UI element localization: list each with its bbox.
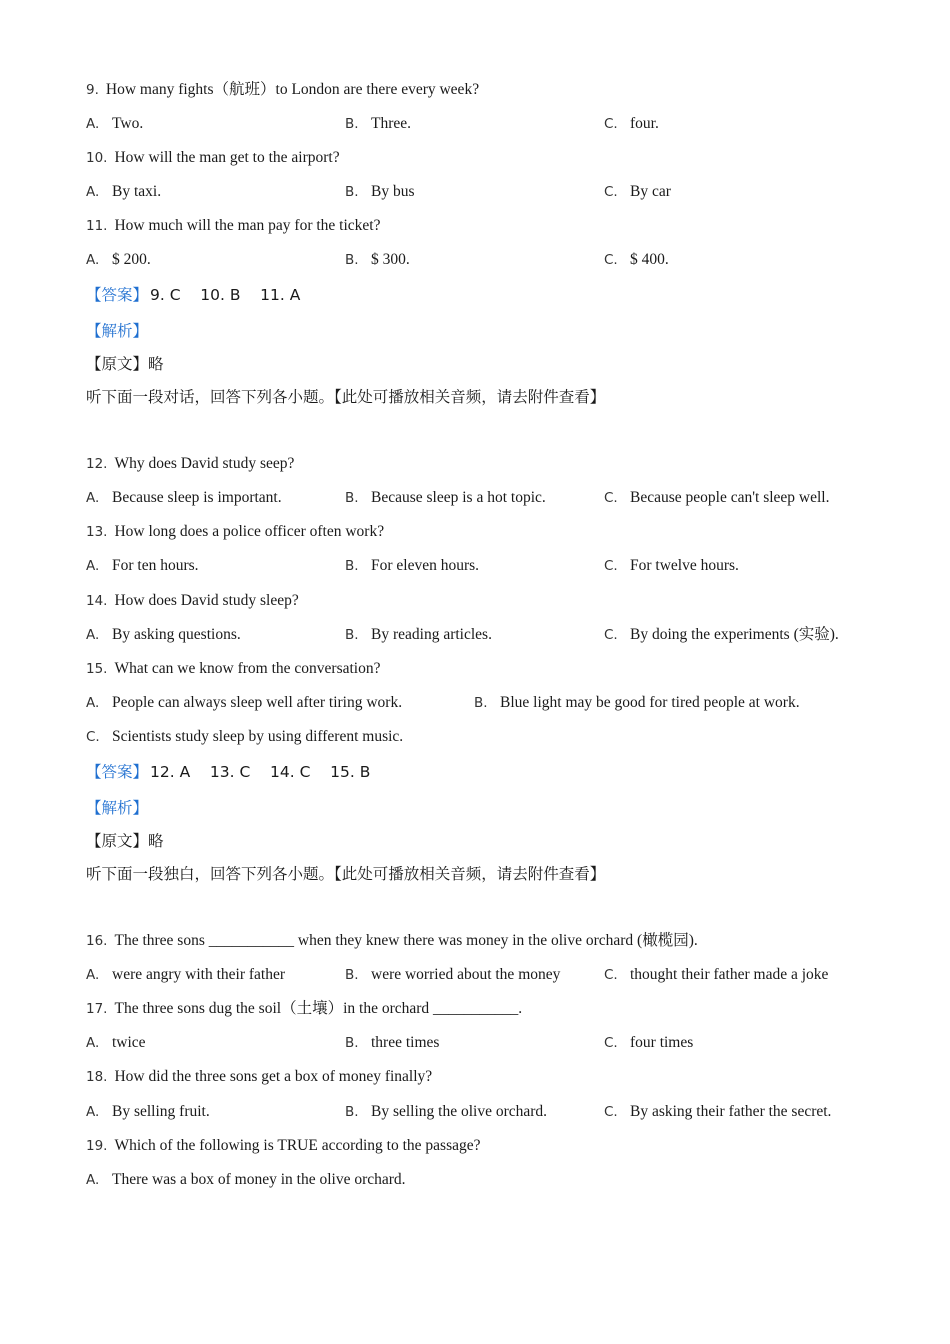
question-18 [86, 1065, 432, 1089]
question-16 [86, 929, 698, 953]
q11-option-a: A. $ 200. [86, 251, 151, 268]
q18-option-a: A. By selling fruit. [86, 1103, 210, 1120]
q17-option-b: B. three times [345, 1034, 440, 1051]
question-text: Which of the following is TRUE according to the passage? [114, 1137, 481, 1154]
answer-text: 12. A 13. C 14. C 15. B [150, 763, 371, 781]
question-text: How did the three sons get a box of money finally? [114, 1068, 433, 1085]
q12-option-c: C. Because people can't sleep well. [604, 489, 830, 506]
q13-option-b: B. For eleven hours. [345, 557, 480, 574]
q12-option-b: B. Because sleep is a hot topic. [345, 489, 546, 506]
question-number: 12. [86, 456, 108, 472]
q16-option-a: A. were angry with their father [86, 966, 286, 983]
q15-option-c: C. Scientists study sleep by using different music. [86, 728, 404, 745]
question-text: The three sons ___________ when they knew there was money in the olive orchard (橄榄园). [114, 932, 698, 949]
q13-option-c: C. For twelve hours. [604, 557, 739, 574]
original-text-2: 【原文】略 [86, 832, 164, 850]
q10-option-a: A. By taxi. [86, 183, 162, 200]
analysis-tag: 【解析】 [86, 799, 149, 817]
question-11 [86, 214, 381, 238]
question-number: 10. [86, 150, 108, 166]
q16-option-c: C. thought their father made a joke [604, 966, 829, 983]
question-12 [86, 452, 294, 476]
question-text: Why does David study seep? [114, 455, 295, 472]
analysis-line-1 [86, 319, 148, 343]
answer-text: 9. C 10. B 11. A [150, 286, 301, 304]
q17-option-a: A. twice [86, 1034, 146, 1051]
instruction-2: 听下面一段独白，回答下列各小题。【此处可播放相关音频，请去附件查看】 [86, 865, 606, 883]
answer-line-2 [86, 760, 370, 784]
q10-option-c: C. By car [604, 183, 671, 200]
question-14 [86, 589, 299, 613]
q16-option-b: B. were worried about the money [345, 966, 561, 983]
original-text-1: 【原文】略 [86, 355, 164, 373]
q14-option-c: C. By doing the experiments (实验). [604, 626, 839, 643]
answer-tag: 【答案】 [86, 286, 149, 304]
question-text: How much will the man pay for the ticket? [114, 217, 381, 234]
answer-tag: 【答案】 [86, 763, 149, 781]
q14-option-a: A. By asking questions. [86, 626, 241, 643]
question-number: 15. [86, 661, 108, 677]
question-text: How many fights（航班）to London are there every week? [105, 81, 480, 98]
question-number: 14. [86, 593, 108, 609]
answer-line-1 [86, 283, 300, 307]
analysis-line-2 [86, 796, 148, 820]
q18-option-c: C. By asking their father the secret. [604, 1103, 832, 1120]
analysis-tag: 【解析】 [86, 322, 149, 340]
q18-option-b: B. By selling the olive orchard. [345, 1103, 548, 1120]
question-number: 9. [86, 82, 99, 98]
question-text: The three sons dug the soil（土壤）in the orchard ___________. [114, 1000, 523, 1017]
question-number: 18. [86, 1069, 108, 1085]
question-number: 11. [86, 218, 108, 234]
question-15 [86, 657, 380, 681]
question-10 [86, 146, 340, 170]
q14-option-b: B. By reading articles. [345, 626, 492, 643]
q10-option-b: B. By bus [345, 183, 415, 200]
q11-option-c: C. $ 400. [604, 251, 669, 268]
question-number: 19. [86, 1138, 108, 1154]
question-17 [86, 997, 522, 1021]
question-text: How does David study sleep? [114, 592, 299, 609]
q15-option-a: A. People can always sleep well after tiring work. [86, 694, 403, 711]
question-number: 17. [86, 1001, 108, 1017]
q9-option-a: A. Two. [86, 115, 144, 132]
question-19 [86, 1134, 481, 1158]
question-text: How long does a police officer often work? [114, 523, 385, 540]
question-13 [86, 520, 384, 544]
instruction-1: 听下面一段对话，回答下列各小题。【此处可播放相关音频，请去附件查看】 [86, 388, 606, 406]
q12-option-a: A. Because sleep is important. [86, 489, 282, 506]
question-text: How will the man get to the airport? [114, 149, 340, 166]
q11-option-b: B. $ 300. [345, 251, 410, 268]
q15-option-b: B. Blue light may be good for tired people at work. [474, 694, 800, 711]
question-number: 13. [86, 524, 108, 540]
question-number: 16. [86, 933, 108, 949]
question-9 [86, 78, 479, 102]
question-text: What can we know from the conversation? [114, 660, 381, 677]
q17-option-c: C. four times [604, 1034, 694, 1051]
q19-option-a: A. There was a box of money in the olive orchard. [86, 1171, 406, 1188]
q9-option-c: C. four. [604, 115, 659, 132]
q9-option-b: B. Three. [345, 115, 412, 132]
q13-option-a: A. For ten hours. [86, 557, 199, 574]
